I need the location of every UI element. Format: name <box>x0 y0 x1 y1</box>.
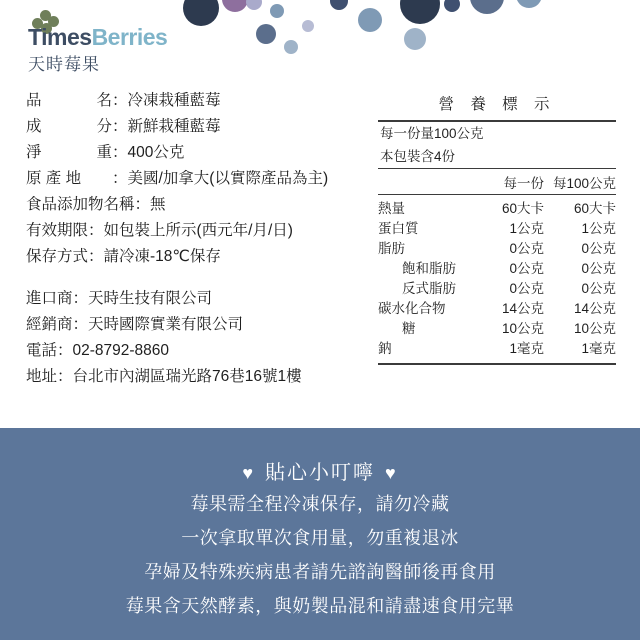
company-value: ：天時生技有限公司 <box>72 290 213 307</box>
info-row <box>26 88 366 114</box>
nutrition-row-per-100g: 0公克 <box>581 261 616 276</box>
brand-logo <box>28 8 178 74</box>
nutrition-serving-size: 每一份量100公克 <box>380 126 484 141</box>
tips-title-text: 貼心小叮嚀 <box>265 462 375 484</box>
nutrition-servings-per-pack: 本包裝含4份 <box>380 149 456 164</box>
nutrition-row-per-serving: 60大卡 <box>501 201 544 216</box>
nutrition-row <box>378 239 616 259</box>
nutrition-row-per-serving: 1毫克 <box>509 341 544 356</box>
nutrition-row-name: 反式脂肪 <box>402 281 456 296</box>
decor-dot <box>444 0 460 12</box>
tips-line: 孕婦及特殊疾病患者請先諮詢醫師後再食用 <box>144 562 496 582</box>
decor-dot <box>270 4 284 18</box>
heart-icon-right: ♥ <box>385 463 398 483</box>
info-value: ：新鮮栽種藍莓 <box>112 118 221 135</box>
info-label: 品 名 <box>26 92 112 109</box>
company-label: 經銷商 <box>26 316 73 333</box>
info-value: ：美國/加拿大(以實際產品為主) <box>112 170 329 187</box>
decor-dot <box>330 0 348 10</box>
tips-panel <box>0 428 640 640</box>
nutrition-row-per-100g: 10公克 <box>573 321 616 336</box>
info-value: ：無 <box>134 196 166 213</box>
nutrition-row <box>378 319 616 339</box>
nutrition-row-per-100g: 0公克 <box>581 241 616 256</box>
nutrition-rule-bottom <box>378 363 616 365</box>
nutrition-row-per-serving: 10公克 <box>501 321 544 336</box>
info-row <box>26 192 366 218</box>
company-value: ：台北市內湖區瑞光路76巷16號1樓 <box>57 368 302 385</box>
nutrition-row <box>378 299 616 319</box>
info-value: ：冷凍栽種藍莓 <box>112 92 221 109</box>
nutrition-col-header-per-100g: 每100公克 <box>552 176 616 191</box>
nutrition-row <box>378 339 616 359</box>
info-label: 食品添加物名稱 <box>26 196 135 213</box>
nutrition-row-per-serving: 14公克 <box>501 301 544 316</box>
tips-line: 一次拿取單次食用量，勿重複退冰 <box>181 528 459 548</box>
info-value: ：如包裝上所示(西元年/月/日) <box>88 222 293 239</box>
nutrition-facts-table <box>378 92 616 365</box>
brand-name-en-1: Times <box>28 24 92 50</box>
nutrition-row-per-100g: 0公克 <box>581 281 616 296</box>
tips-line: 莓果需全程冷凍保存，請勿冷藏 <box>190 494 450 514</box>
decor-dot <box>256 24 276 44</box>
company-value: ：02-8792-8860 <box>57 342 170 359</box>
info-label: 保存方式 <box>26 248 89 265</box>
company-row <box>26 338 366 364</box>
decor-dot <box>404 28 426 50</box>
nutrition-row-name: 熱量 <box>378 201 405 216</box>
brand-wordmark <box>28 24 167 51</box>
company-row <box>26 364 366 390</box>
decor-dot <box>516 0 542 8</box>
info-row <box>26 244 366 270</box>
info-value: ：400公克 <box>112 144 185 161</box>
decor-dot <box>246 0 262 10</box>
nutrition-row <box>378 199 616 219</box>
nutrition-row <box>378 219 616 239</box>
nutrition-row-name: 飽和脂肪 <box>402 261 456 276</box>
nutrition-title: 營 養 標 示 <box>438 96 556 113</box>
nutrition-row-per-100g: 1毫克 <box>581 341 616 356</box>
tips-title <box>0 456 640 485</box>
decor-dot <box>358 8 382 32</box>
info-spacer <box>26 270 366 286</box>
nutrition-column-headers <box>378 169 616 194</box>
company-label: 進口商 <box>26 290 73 307</box>
nutrition-row-per-serving: 0公克 <box>509 261 544 276</box>
info-row <box>26 114 366 140</box>
company-row <box>26 286 366 312</box>
decor-dot <box>302 20 314 32</box>
decor-dot <box>222 0 248 12</box>
info-row <box>26 218 366 244</box>
product-info-block <box>26 88 366 390</box>
company-row <box>26 312 366 338</box>
nutrition-row-name: 鈉 <box>378 341 392 356</box>
info-value: ：請冷凍-18℃保存 <box>88 248 221 265</box>
info-row <box>26 140 366 166</box>
nutrition-row <box>378 259 616 279</box>
brand-name-cn: 天時莓果 <box>28 55 100 74</box>
decor-dot <box>183 0 219 26</box>
info-label: 成 分 <box>26 118 112 135</box>
nutrition-row <box>378 279 616 299</box>
nutrition-row-per-serving: 1公克 <box>509 221 544 236</box>
nutrition-row-per-100g: 1公克 <box>581 221 616 236</box>
nutrition-row-per-100g: 14公克 <box>573 301 616 316</box>
nutrition-row-per-serving: 0公克 <box>509 241 544 256</box>
decor-dot <box>284 40 298 54</box>
nutrition-row-per-100g: 60大卡 <box>573 201 616 216</box>
company-label: 電話 <box>26 342 58 359</box>
info-label: 淨 重 <box>26 144 112 161</box>
info-label: 原 產 地 <box>26 170 82 187</box>
info-row <box>26 166 366 192</box>
company-value: ：天時國際實業有限公司 <box>72 316 244 333</box>
nutrition-row-per-serving: 0公克 <box>509 281 544 296</box>
brand-name-en-2: Berries <box>91 24 168 50</box>
info-label: 有效期限 <box>26 222 89 239</box>
nutrition-row-name: 糖 <box>402 321 416 336</box>
tips-line: 莓果含天然酵素，與奶製品混和請盡速食用完畢 <box>125 596 515 616</box>
nutrition-row-name: 蛋白質 <box>378 221 419 236</box>
decor-dot <box>400 0 440 24</box>
nutrition-row-name: 碳水化合物 <box>378 301 446 316</box>
decor-dot <box>470 0 504 14</box>
nutrition-col-header-per-serving: 每一份 <box>503 176 544 191</box>
company-label: 地址 <box>26 368 58 385</box>
heart-icon-left: ♥ <box>242 463 255 483</box>
nutrition-rows <box>378 195 616 363</box>
nutrition-row-name: 脂肪 <box>378 241 405 256</box>
